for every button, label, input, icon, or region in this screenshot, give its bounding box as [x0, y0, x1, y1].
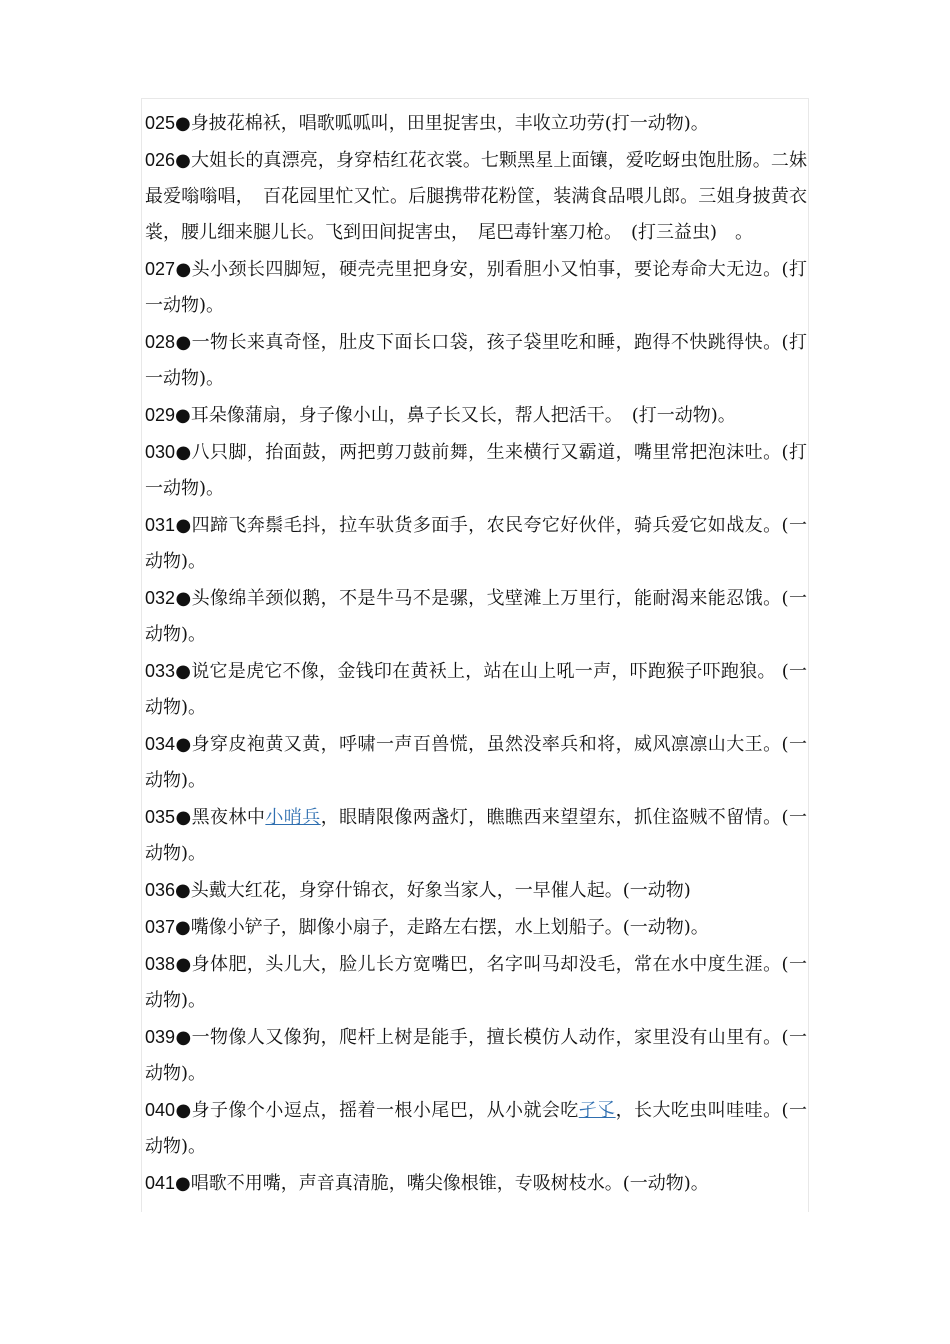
- riddle-text: 嘴像小铲子，脚像小扇子，走路左右摆，水上划船子。(一动物)。: [190, 917, 709, 938]
- riddle-number: 040: [145, 1100, 176, 1120]
- riddle-026: [145, 142, 807, 251]
- bullet: ●: [175, 807, 192, 828]
- riddle-text: 八只脚，抬面鼓，两把剪刀鼓前舞，生来横行又霸道，嘴里常把泡沫吐。(打一动物)。: [145, 442, 807, 499]
- riddle-number: 038: [145, 954, 176, 974]
- bullet: ●: [175, 259, 192, 280]
- bullet: ●: [175, 1100, 192, 1121]
- riddle-number: 036: [145, 880, 176, 900]
- riddle-text: 头戴大红花，身穿什锦衣，好象当家人，一早催人起。(一动物): [190, 880, 691, 901]
- riddle-036: [145, 872, 807, 909]
- bullet: ●: [175, 588, 192, 609]
- riddle-text: 一物长来真奇怪，肚皮下面长口袋，孩子袋里吃和睡，跑得不快跳得快。(打一动物)。: [145, 332, 807, 389]
- riddle-text-before-link: 身子像个小逗点，摇着一根小尾巴，从小就会吃: [191, 1100, 579, 1121]
- bullet: ●: [175, 405, 191, 426]
- riddle-text: 说它是虎它不像，金钱印在黄袄上，站在山上吼一声，吓跑猴子吓跑狼。 (一动物)。: [145, 661, 807, 718]
- bullet: ●: [175, 880, 191, 901]
- riddle-number: 027: [145, 259, 176, 279]
- bullet: ●: [175, 1173, 191, 1194]
- link-xiao-shao-bing[interactable]: 小哨兵: [265, 807, 321, 828]
- bullet: ●: [175, 332, 192, 353]
- riddle-text: 身穿皮袍黄又黄，呼啸一声百兽慌，虽然没率兵和将，威风凛凛山大王。(一动物)。: [145, 734, 807, 791]
- riddle-032: [145, 580, 807, 653]
- riddle-text: 四蹄飞奔鬃毛抖，拉车驮货多面手，农民夸它好伙伴，骑兵爱它如战友。(一动物)。: [145, 515, 807, 572]
- riddle-030: [145, 434, 807, 507]
- riddle-text: 大姐长的真漂亮，身穿桔红花衣裳。七颗黑星上面镶，爱吃蚜虫饱肚肠。二妹最爱嗡嗡唱， 百花园里忙又忙。后腿携带花粉筐，装满食品喂儿郎。三姐身披黄衣裳，腰儿细来腿儿长。飞到田间捉害虫， 尾巴毒针塞刀枪。 (打三益虫) 。: [145, 150, 807, 243]
- bullet: ●: [175, 917, 191, 938]
- bullet: ●: [175, 113, 191, 134]
- riddle-text: 头像绵羊颈似鹅，不是牛马不是骡，戈壁滩上万里行，能耐渴来能忍饿。(一动物)。: [145, 588, 807, 645]
- riddle-040: [145, 1092, 807, 1165]
- riddle-text: 一物像人又像狗，爬杆上树是能手，擅长模仿人动作，家里没有山里有。(一动物)。: [145, 1027, 807, 1084]
- bullet: ●: [175, 661, 192, 682]
- riddle-number: 026: [145, 150, 176, 170]
- riddle-035: [145, 799, 807, 872]
- riddle-number: 028: [145, 332, 176, 352]
- bullet: ●: [175, 150, 191, 171]
- document-page: [141, 98, 809, 1212]
- riddle-025: [145, 105, 807, 142]
- riddle-034: [145, 726, 807, 799]
- riddle-number: 041: [145, 1173, 176, 1193]
- riddle-text: 耳朵像蒲扇，身子像小山，鼻子长又长，帮人把活干。 (打一动物)。: [190, 405, 736, 426]
- riddle-039: [145, 1019, 807, 1092]
- riddle-031: [145, 507, 807, 580]
- riddle-number: 030: [145, 442, 176, 462]
- bullet: ●: [175, 734, 192, 755]
- riddle-number: 037: [145, 917, 176, 937]
- riddle-text: 身体肥，头儿大，脸儿长方宽嘴巴，名字叫马却没毛，常在水中度生涯。(一动物)。: [145, 954, 807, 1011]
- riddle-text: 头小颈长四脚短，硬壳壳里把身安，别看胆小又怕事，要论寿命大无边。(打一动物)。: [145, 259, 807, 316]
- riddle-list: [145, 105, 807, 1202]
- riddle-number: 035: [145, 807, 176, 827]
- riddle-number: 025: [145, 113, 176, 133]
- link-jie-jue[interactable]: 孑孓: [578, 1100, 616, 1121]
- riddle-number: 029: [145, 405, 176, 425]
- riddle-041: [145, 1165, 807, 1202]
- riddle-text: 唱歌不用嘴，声音真清脆，嘴尖像根锥，专吸树枝水。(一动物)。: [190, 1173, 709, 1194]
- riddle-number: 032: [145, 588, 176, 608]
- bullet: ●: [175, 442, 192, 463]
- riddle-number: 033: [145, 661, 176, 681]
- riddle-029: [145, 397, 807, 434]
- riddle-number: 034: [145, 734, 176, 754]
- riddle-number: 031: [145, 515, 176, 535]
- riddle-027: [145, 251, 807, 324]
- riddle-033: [145, 653, 807, 726]
- riddle-text-after-link: ，长大吃虫叫哇哇。(一动物)。: [145, 1100, 807, 1157]
- riddle-028: [145, 324, 807, 397]
- bullet: ●: [175, 954, 192, 975]
- riddle-text-before-link: 黑夜林中: [191, 807, 266, 828]
- riddle-text: 身披花棉袄，唱歌呱呱叫，田里捉害虫，丰收立功劳(打一动物)。: [190, 113, 709, 134]
- bullet: ●: [175, 515, 192, 536]
- bullet: ●: [175, 1027, 192, 1048]
- riddle-number: 039: [145, 1027, 176, 1047]
- riddle-text-after-link: ，眼睛限像两盏灯，瞧瞧西来望望东，抓住盗贼不留情。(一动物)。: [145, 807, 808, 864]
- riddle-038: [145, 946, 807, 1019]
- riddle-037: [145, 909, 807, 946]
